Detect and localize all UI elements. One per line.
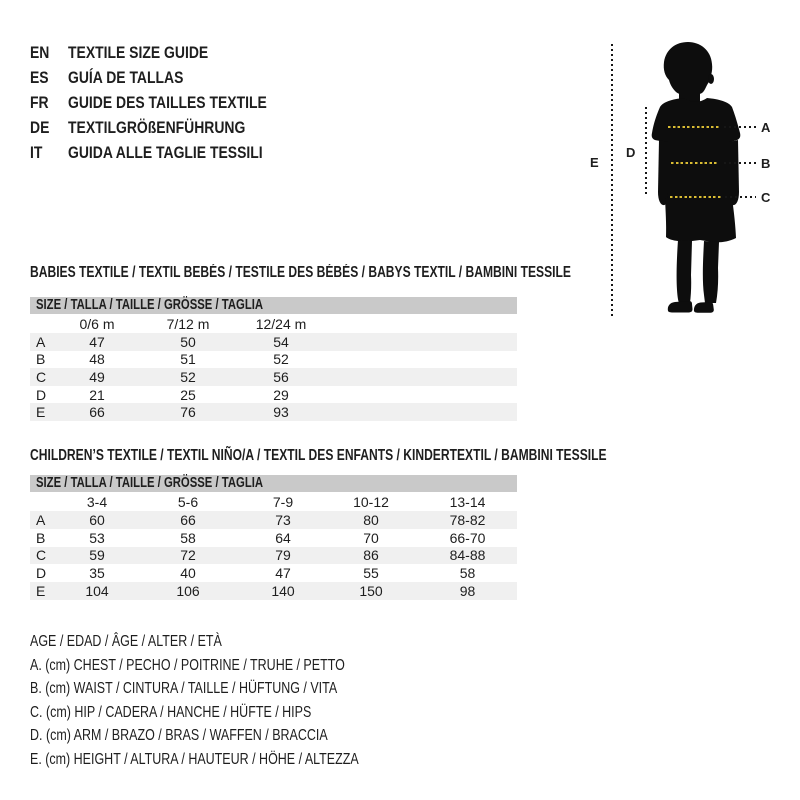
column-header: 7/12 m bbox=[166, 315, 210, 332]
row-label: D bbox=[36, 386, 47, 403]
language-code: IT bbox=[30, 143, 43, 162]
legend-line-arm: D. (cm) ARM / BRAZO / BRAS / WAFFEN / BRACCIA bbox=[30, 727, 328, 744]
language-title: GUIDE DES TAILLES TEXTILE bbox=[68, 93, 267, 112]
cell: 53 bbox=[89, 529, 105, 546]
legend-line-waist: B. (cm) WAIST / CINTURA / TAILLE / HÜFTUNG / VITA bbox=[30, 680, 338, 697]
cell: 54 bbox=[273, 333, 289, 350]
cell: 56 bbox=[273, 368, 289, 385]
cell: 29 bbox=[273, 386, 289, 403]
row-label: A bbox=[36, 333, 46, 350]
arm-label-d: D bbox=[626, 145, 636, 160]
language-row bbox=[30, 115, 450, 140]
table-row bbox=[30, 564, 517, 582]
cell: 55 bbox=[363, 565, 379, 582]
row-label: B bbox=[36, 529, 46, 546]
cell: 40 bbox=[180, 565, 196, 582]
cell: 79 bbox=[275, 547, 291, 564]
babies-section-title: BABIES TEXTILE / TEXTIL BEBÉS / TESTILE DES BÉBÉS / BABYS TEXTIL / BAMBINI TESSILE bbox=[30, 264, 571, 281]
language-code: FR bbox=[30, 93, 49, 112]
language-code: EN bbox=[30, 43, 50, 62]
cell: 52 bbox=[273, 351, 289, 368]
table-row bbox=[30, 403, 517, 421]
language-title: TEXTILE SIZE GUIDE bbox=[68, 43, 209, 62]
language-code: DE bbox=[30, 118, 50, 137]
cell: 64 bbox=[275, 529, 291, 546]
cell: 93 bbox=[273, 404, 289, 421]
cell: 25 bbox=[180, 386, 196, 403]
cell: 86 bbox=[363, 547, 379, 564]
cell: 21 bbox=[89, 386, 105, 403]
legend-line-height: E. (cm) HEIGHT / ALTURA / HAUTEUR / HÖHE / ALTEZZA bbox=[30, 750, 359, 768]
measurement-diagram bbox=[560, 30, 800, 330]
cell: 98 bbox=[459, 583, 476, 600]
chest-label-a: A bbox=[761, 120, 771, 135]
column-header: 10-12 bbox=[353, 493, 389, 510]
chest-measure-line-a bbox=[668, 126, 720, 128]
children-section-title: CHILDREN’S TEXTILE / TEXTIL NIÑO/A / TEXTIL DES ENFANTS / KINDERTEXTIL / BAMBINI TESSILE bbox=[30, 447, 607, 464]
hip-measure-line-c bbox=[670, 196, 722, 198]
cell: 51 bbox=[180, 351, 196, 368]
language-row bbox=[30, 65, 450, 90]
language-row bbox=[30, 40, 450, 65]
language-title: GUIDA ALLE TAGLIE TESSILI bbox=[68, 143, 263, 162]
waist-label-b: B bbox=[761, 156, 771, 171]
waist-leader-line-b bbox=[724, 162, 756, 164]
language-row bbox=[30, 140, 450, 165]
table-row bbox=[30, 547, 517, 565]
cell: 52 bbox=[180, 368, 196, 385]
cell: 150 bbox=[359, 583, 383, 600]
language-code: ES bbox=[30, 68, 49, 87]
row-label: A bbox=[36, 511, 46, 528]
row-label: D bbox=[36, 565, 47, 582]
cell: 106 bbox=[176, 583, 200, 600]
cell: 80 bbox=[363, 511, 379, 528]
language-list bbox=[30, 40, 450, 165]
height-label-e: E bbox=[590, 155, 599, 170]
cell: 58 bbox=[180, 529, 196, 546]
table-row bbox=[30, 511, 517, 529]
cell: 66-70 bbox=[449, 529, 486, 546]
babies-column-header-row bbox=[30, 314, 517, 333]
cell: 60 bbox=[89, 511, 105, 528]
cell: 50 bbox=[180, 333, 196, 350]
table-row bbox=[30, 529, 517, 547]
language-title: TEXTILGRÖßENFÜHRUNG bbox=[68, 118, 246, 137]
table-row bbox=[30, 333, 517, 351]
table-row bbox=[30, 351, 517, 369]
legend-line-chest: A. (cm) CHEST / PECHO / POITRINE / TRUHE / PETTO bbox=[30, 656, 345, 674]
column-header: 13-14 bbox=[449, 493, 486, 510]
cell: 49 bbox=[89, 368, 105, 385]
hip-label-c: C bbox=[761, 190, 771, 205]
chest-leader-line-a bbox=[724, 126, 756, 128]
cell: 73 bbox=[275, 511, 291, 528]
children-size-table bbox=[30, 475, 517, 600]
cell: 47 bbox=[275, 565, 291, 582]
column-header: 7-9 bbox=[272, 493, 294, 510]
hip-leader-line-c bbox=[725, 196, 756, 198]
cell: 84-88 bbox=[449, 547, 486, 564]
cell: 59 bbox=[89, 547, 105, 564]
legend-line-age: AGE / EDAD / ÂGE / ALTER / ETÀ bbox=[30, 633, 222, 650]
row-label: C bbox=[36, 547, 47, 564]
measurement-legend bbox=[30, 630, 451, 771]
table-row bbox=[30, 368, 517, 386]
column-header: 3-4 bbox=[86, 493, 108, 510]
cell: 48 bbox=[89, 351, 105, 368]
row-label: E bbox=[36, 404, 46, 421]
language-title: GUÍA DE TALLAS bbox=[68, 68, 184, 87]
table-row bbox=[30, 582, 517, 600]
cell: 66 bbox=[89, 404, 105, 421]
babies-table-header-bar: SIZE / TALLA / TAILLE / GRÖSSE / TAGLIA bbox=[30, 297, 517, 314]
row-label: C bbox=[36, 368, 47, 385]
column-header: 0/6 m bbox=[79, 315, 115, 332]
language-row bbox=[30, 90, 450, 115]
children-table-header-bar: SIZE / TALLA / TAILLE / GRÖSSE / TAGLIA bbox=[30, 475, 517, 492]
row-label: E bbox=[36, 583, 46, 600]
cell: 47 bbox=[89, 333, 105, 350]
cell: 104 bbox=[85, 583, 109, 600]
cell: 78-82 bbox=[449, 511, 486, 528]
babies-size-table bbox=[30, 297, 517, 421]
cell: 140 bbox=[271, 583, 295, 600]
cell: 76 bbox=[180, 404, 196, 421]
waist-measure-line-b bbox=[671, 162, 718, 164]
column-header: 12/24 m bbox=[255, 315, 307, 332]
table-row bbox=[30, 386, 517, 404]
cell: 58 bbox=[459, 565, 476, 582]
cell: 35 bbox=[89, 565, 105, 582]
cell: 66 bbox=[180, 511, 196, 528]
children-column-header-row bbox=[30, 492, 517, 511]
arm-measure-line-d bbox=[645, 107, 647, 196]
column-header: 5-6 bbox=[177, 493, 199, 510]
cell: 70 bbox=[363, 529, 379, 546]
row-label: B bbox=[36, 351, 46, 368]
legend-line-hip: C. (cm) HIP / CADERA / HANCHE / HÜFTE / HIPS bbox=[30, 703, 312, 721]
cell: 72 bbox=[180, 547, 196, 564]
